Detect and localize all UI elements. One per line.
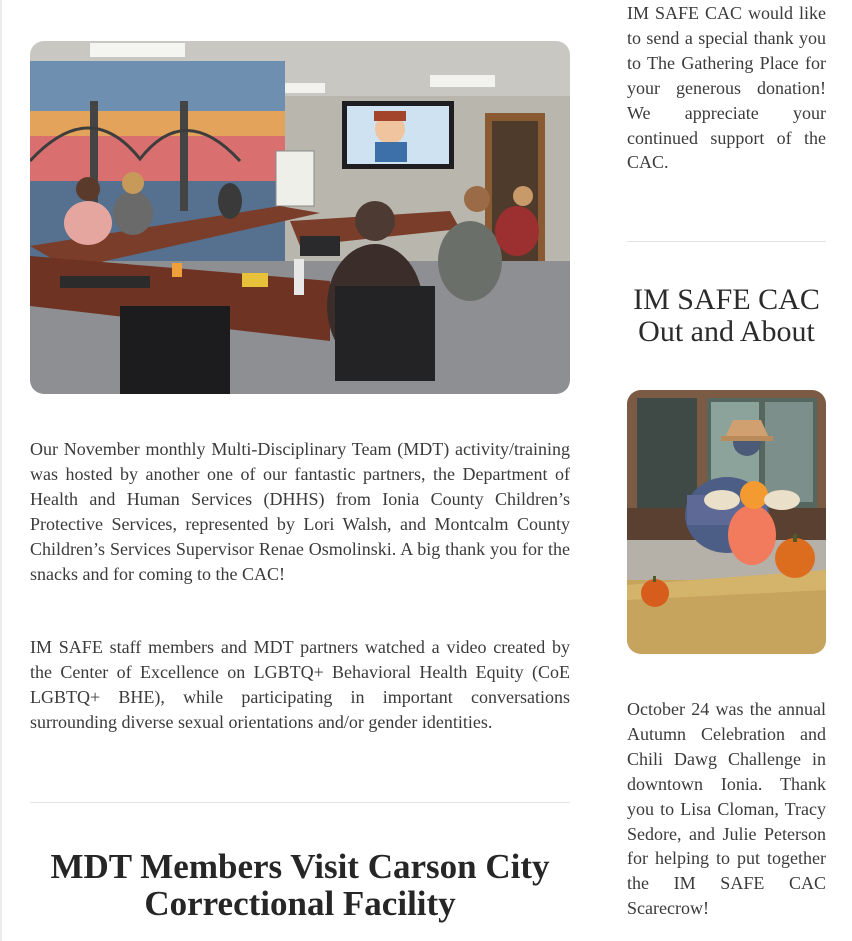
- out-and-about-heading: IM SAFE CAC Out and About: [633, 283, 820, 348]
- scarecrow-photo: [627, 390, 826, 654]
- section-divider: [30, 802, 570, 803]
- mdt-training-photo: [30, 41, 570, 394]
- autumn-celebration-paragraph: October 24 was the annual Autumn Celebration and Chili Dawg Challenge in downtown Ionia. Thank you to Lisa Cloman, Tracy Sedore, and Julie Peterson for helping to put together the IM SAFE CAC Scarecrow!: [627, 699, 826, 919]
- sidebar-divider: [627, 241, 826, 242]
- gathering-place-thanks: IM SAFE CAC would like to send a special thank you to The Gathering Place for your generous donation! We appreciate your continued support of the CAC.: [627, 3, 826, 173]
- lgbtq-video-paragraph: IM SAFE staff members and MDT partners watched a video created by the Center of Excellence on LGBTQ+ Behavioral Health Equity (CoE LGBTQ+ BHE), while participating in important conversations surrounding diverse sexual orientations and/or gender identities.: [30, 637, 570, 732]
- carson-city-heading: MDT Members Visit Carson City Correctional Facility: [50, 847, 550, 923]
- page-left-border: [0, 0, 2, 941]
- mdt-training-paragraph: Our November monthly Multi-Disciplinary Team (MDT) activity/training was hosted by another one of our fantastic partners, the Department of Health and Human Services (DHHS) from Ionia County Children’s Protective Services, represented by Lori Walsh, and Montcalm County Children’s Services Supervisor Renae Osmolinski. A big thank you for the snacks and for coming to the CAC!: [30, 439, 570, 584]
